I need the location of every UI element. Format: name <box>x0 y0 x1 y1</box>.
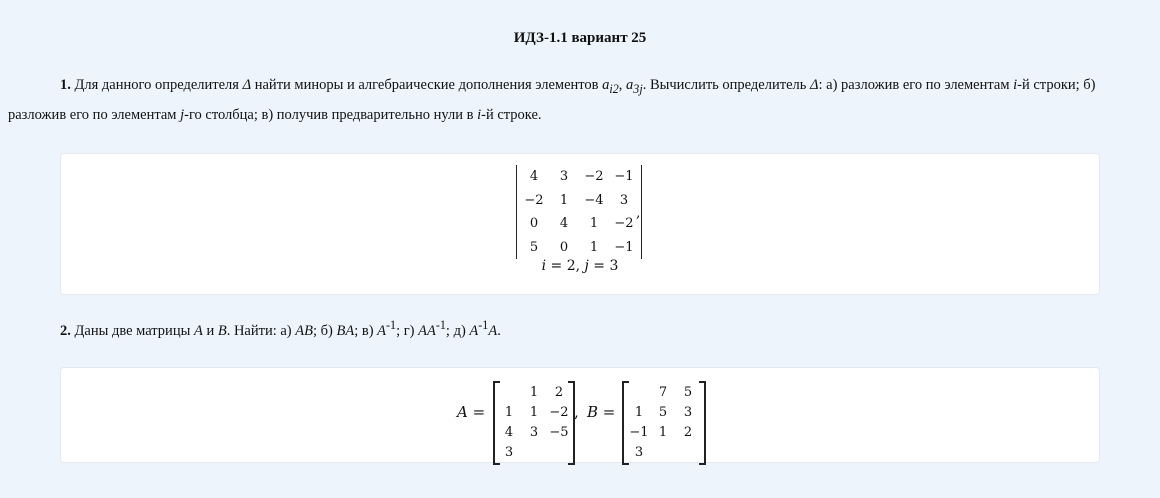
product-ab: AB <box>295 322 313 339</box>
task-2-segment: . <box>497 322 501 339</box>
inverse-exponent: -1 <box>386 318 397 332</box>
delta-symbol: Δ <box>809 77 819 93</box>
bracket-serif <box>568 381 573 383</box>
bracket-serif <box>624 381 629 383</box>
bracket-serif <box>624 463 629 465</box>
matrix-a-symbol: A <box>193 322 203 339</box>
matrix-a-cell: 1 <box>504 405 514 420</box>
det-cell: −2 <box>614 216 634 231</box>
det-cell: 3 <box>559 169 569 184</box>
matrix-b-symbol: B <box>217 322 227 339</box>
task-2-segment: ; д) <box>445 322 470 339</box>
index-i: i <box>477 106 482 123</box>
element-a-i2: a <box>602 77 610 93</box>
task-2-segment: ; б) <box>312 322 337 339</box>
index-i-label: i <box>541 258 547 274</box>
det-cell: −1 <box>614 239 634 255</box>
matrix-a-symbol: A <box>488 322 498 339</box>
element-a-3j: a <box>626 77 634 93</box>
determinant-comma: , <box>636 205 641 221</box>
bracket-serif <box>699 381 704 383</box>
det-cell: 1 <box>559 192 569 208</box>
task-2-segment: Даны две матрицы <box>70 322 194 339</box>
index-j-label: j <box>584 258 589 274</box>
bracket-serif <box>699 463 704 465</box>
task-2-segment: и <box>202 322 218 339</box>
matrices-comma: , <box>574 403 579 421</box>
task-1-segment: -й строки; б) разложив его по элементам <box>8 77 1096 123</box>
task-1-segment: Для данного определителя <box>70 77 243 93</box>
matrix-a-cell: −5 <box>549 425 569 440</box>
determinant <box>516 165 642 259</box>
matrix-a-cell: 1 <box>529 385 539 400</box>
det-cell: −2 <box>584 169 604 184</box>
task-1-segment: -го столбца; в) получив предварительно нули в <box>184 106 478 123</box>
matrix-a-cell: 3 <box>529 425 539 440</box>
task-1-segment: : а) разложив его по элементам <box>818 77 1014 93</box>
det-cell: 1 <box>589 216 599 231</box>
bracket-serif <box>495 381 500 383</box>
matrix-b-cell: 5 <box>683 385 693 400</box>
matrix-a-cell: 1 <box>529 405 539 420</box>
det-cell: 4 <box>529 169 539 184</box>
det-cell: −2 <box>524 192 544 208</box>
task-1-number: 1. <box>60 77 71 93</box>
det-cell: 0 <box>529 216 539 231</box>
page-title: ИДЗ-1.1 вариант 25 <box>513 30 647 46</box>
det-cell: −1 <box>614 169 634 184</box>
task-2-segment: ; в) <box>354 322 378 339</box>
matrix-b <box>622 381 706 465</box>
det-cell: 0 <box>559 239 569 255</box>
matrix-a-cell: 4 <box>504 425 514 440</box>
index-values <box>0 258 1160 274</box>
inverse-exponent: -1 <box>478 318 489 332</box>
index-j: j <box>180 106 185 123</box>
matrix-b-label: B = <box>587 403 616 421</box>
delta-symbol: Δ <box>242 77 252 93</box>
matrix-b-cell: 7 <box>658 385 668 400</box>
det-cell: −4 <box>584 192 604 208</box>
matrix-b-cell: 2 <box>683 425 693 440</box>
task-1-segment: -й строке. <box>481 106 542 123</box>
task-2-text <box>60 312 1100 344</box>
matrix-a <box>493 381 575 465</box>
index-i-value: = 2, <box>546 258 585 274</box>
matrix-a-cell: −2 <box>549 405 569 420</box>
product-a-inverse-a: AA <box>418 322 436 339</box>
task-1-segment: , <box>618 77 627 93</box>
det-cell: 5 <box>529 239 539 255</box>
inverse-exponent: -1 <box>435 318 446 332</box>
task-1-segment: . Вычислить определитель <box>642 77 810 93</box>
matrix-b-cell: 5 <box>658 405 668 420</box>
element-a-i2-subscript: i2 <box>609 81 619 96</box>
matrix-b-cell: −1 <box>629 425 649 440</box>
matrix-a-cell: 2 <box>554 385 564 400</box>
index-j-value: = 3 <box>588 258 619 274</box>
element-a-3j-subscript: 3j <box>633 81 643 96</box>
task-2-segment: ; г) <box>396 322 419 339</box>
matrices-row <box>0 381 1160 460</box>
matrix-b-cell: 1 <box>634 405 644 420</box>
det-cell: 3 <box>619 192 629 208</box>
task-2-number: 2. <box>60 322 71 339</box>
index-i: i <box>1013 77 1018 93</box>
det-cell: 1 <box>589 239 599 255</box>
matrix-b-cell: 1 <box>658 425 668 440</box>
matrix-a-label: A = <box>457 403 486 421</box>
bracket-serif <box>568 463 573 465</box>
det-cell: 4 <box>559 216 569 231</box>
matrix-a-cell: 3 <box>504 445 514 460</box>
task-1-text <box>8 72 1148 128</box>
inverse-a-times-a: A <box>469 322 479 339</box>
task-1-segment: найти миноры и алгебраические дополнения элементов <box>251 77 603 93</box>
matrix-b-cell: 3 <box>634 445 644 460</box>
bracket-serif <box>495 463 500 465</box>
task-2-segment: . Найти: а) <box>226 322 296 339</box>
product-ba: BA <box>336 322 355 339</box>
matrix-b-cell: 3 <box>683 405 693 420</box>
inverse-a: A <box>377 322 387 339</box>
